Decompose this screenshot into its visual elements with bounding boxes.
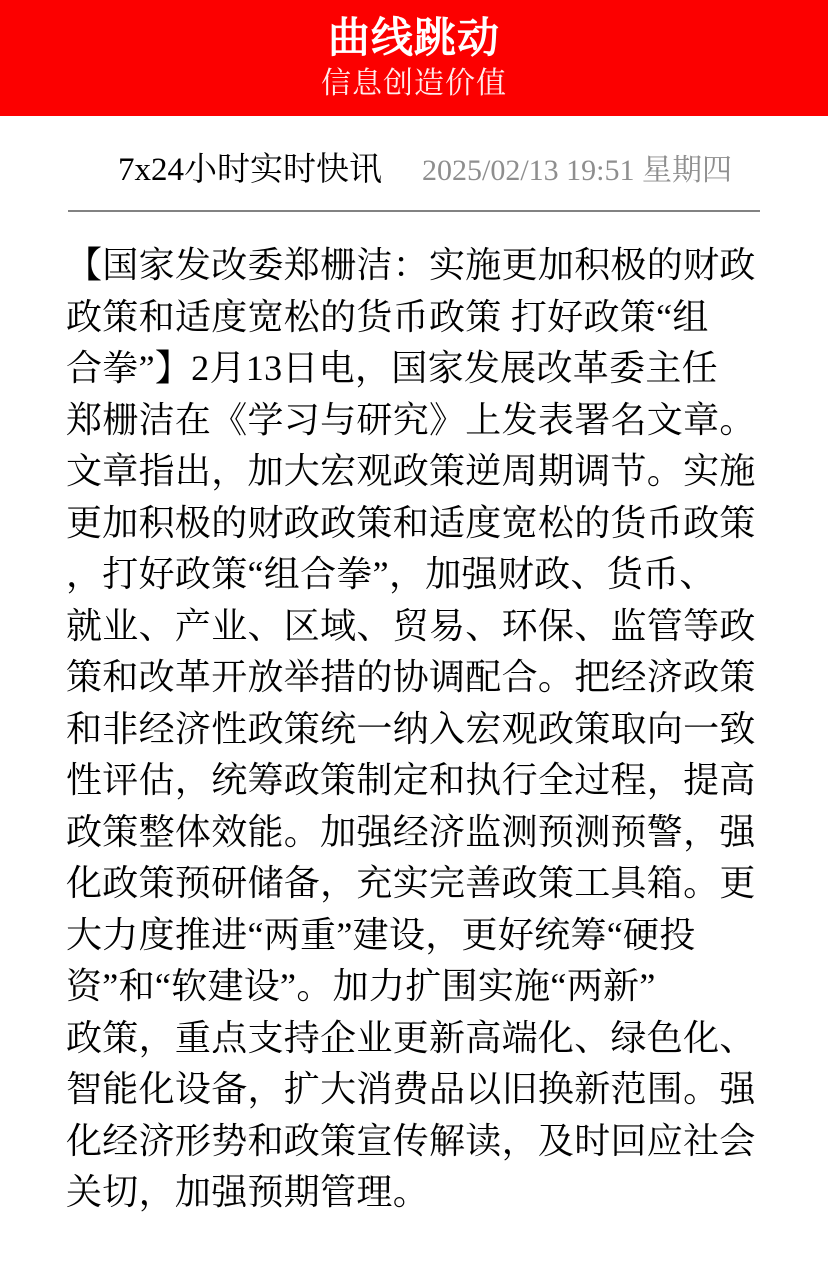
article-text-line: 政策和适度宽松的货币政策 打好政策“组: [66, 296, 709, 337]
section-header: [68, 116, 760, 190]
article-text-line: 文章指出，加大宏观政策逆周期调节。实施: [66, 451, 756, 491]
article-text-line: 郑栅洁在《学习与研究》上发表署名文章。: [66, 399, 756, 440]
article-text-line: 资”和“软建设”。加力扩围实施“两新”: [66, 966, 656, 1006]
app-header: [0, 0, 828, 116]
app-title: 曲线跳动: [327, 16, 500, 62]
article-text-line: 政策整体效能。加强经济监测预测预警，强: [66, 811, 756, 852]
timestamp: 2025/02/13 19:51 星期四: [421, 154, 732, 187]
article-text-line: ，打好政策“组合拳”，加强财政、货币、: [66, 554, 716, 594]
article-text-line: 【国家发改委郑栅洁：实施更加积极的财政: [66, 245, 756, 285]
article-text-line: 策和改革开放举措的协调配合。把经济政策: [66, 657, 756, 697]
article-text-line: 和非经济性政策统一纳入宏观政策取向一致: [66, 708, 756, 749]
divider: [68, 210, 760, 212]
article-text-line: 就业、产业、区域、贸易、环保、监管等政: [66, 605, 756, 646]
article-text-line: 大力度推进“两重”建设，更好统筹“硬投: [66, 914, 696, 955]
article-text-line: 化经济形势和政策宣传解读，及时回应社会: [66, 1120, 756, 1161]
article-text-line: 更加积极的财政政策和适度宽松的货币政策: [66, 502, 756, 543]
article-text-line: 性评估，统筹政策制定和执行全过程，提高: [66, 760, 756, 800]
article-text-line: 合拳”】2月13日电，国家发展改革委主任: [66, 348, 718, 388]
app-slogan: 信息创造价值: [321, 67, 507, 100]
article-text-line: 智能化设备，扩大消费品以旧换新范围。强: [66, 1069, 756, 1109]
article-text-line: 关切，加强预期管理。: [66, 1172, 430, 1212]
section-title: 7x24小时实时快讯: [118, 152, 382, 188]
article-text-line: 化政策预研储备，充实完善政策工具箱。更: [66, 863, 756, 903]
article-text-line: 政策，重点支持企业更新高端化、绿色化、: [66, 1017, 756, 1058]
news-article: [66, 240, 762, 1219]
